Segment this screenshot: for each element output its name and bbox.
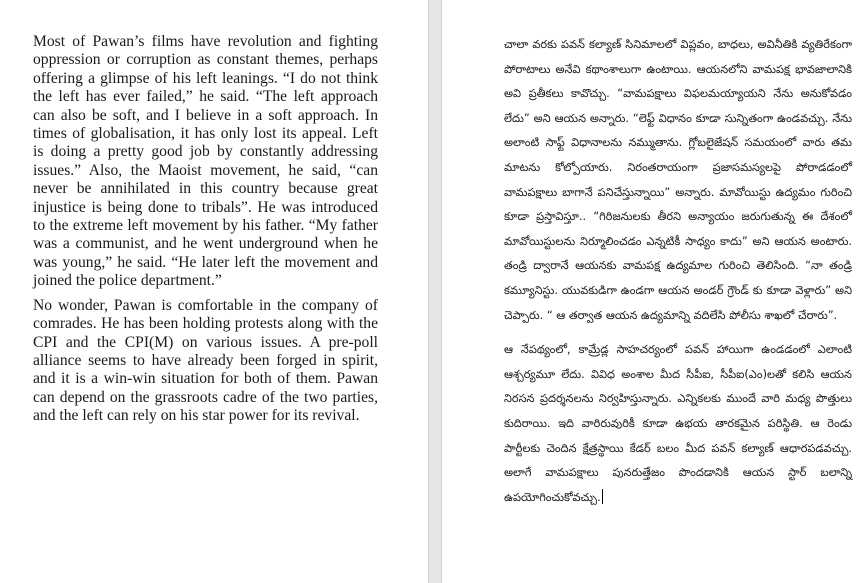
telugu-paragraph-1[interactable]: చాలా వరకు పవన్ కల్యాణ్ సినిమాలలో విప్లవం, బాధలు, అవినీతికి వ్యతిరేకంగా పోరాటాలు అనేవి కథాంశాలుగా ఉంటాయి. ఆయనలోని వామపక్ష భావజాలానికి అవి ప్రతీకలు కావొచ్చు. “వామపక్షాలు విఫలమయ్యాయని నేను అనుకోవడం లేదు” అని ఆయన అన్నారు. “లెఫ్ట్ విధానం కూడా సున్నితంగా ఉండవచ్చు. నేను అలాంటి సాఫ్ట్ విధానాలను నమ్ముతాను. గ్లోబలైజేషన్ సమయంలో వారు తమ మాటను కోల్పోయారు. నిరంతరాయంగా ప్రజాసమస్యలపై పోరాడడంలో వామపక్షాలు బాగానే పనిచేస్తున్నాయి” అన్నారు. మావోయిస్టు ఉద్యమం గురించి కూడా ప్రస్తావిస్తూ.. “గిరిజనులకు తీరని అన్యాయం జరుగుతున్న ఈ దేశంలో మావోయిస్టులను నిర్మూలించడం ఎన్నటికీ సాధ్యం కాదు” అని ఆయన అంటారు. తండ్రి ద్వారానే ఆయనకు వామపక్ష ఉద్యమాల గురించి తెలిసింది. “నా తండ్రి కమ్యూనిస్టు. యువకుడిగా ఉండగా ఆయన అండర్ గ్రౌండ్ కు కూడా వెళ్లారు” అని చెప్పారు. “ ఆ తర్వాత ఆయన ఉద్యమాన్ని వదిలేసి పోలీసు శాఖలో చేరారు”.: [504, 38, 852, 322]
telugu-paragraph-2-text: ఆ నేపథ్యంలో, కామ్రేడ్ల సాహచర్యంలో పవన్ హాయిగా ఉండడంలో ఎలాంటి ఆశ్చర్యమూ లేదు. వివిధ అంశాల మీద సీపీఐ, సీపీఐ(ఎం)లతో కలిసి ఆయన నిరసన ప్రదర్శనలను నిర్వహిస్తున్నారు. ఎన్నికలకు ముందే వారి మధ్య పొత్తులు కుదిరాయి. ఇది వారిరువురికీ కూడా ఉభయ తారకమైన పరిస్థితి. ఆ రెండు పార్టీలకు చెందిన క్షేత్రస్థాయి కేడర్ బలం మీద పవన్ కల్యాణ్ ఆధారపడవచ్చు. అలాగే వామపక్షాలు పునరుత్తేజం పొందడానికి ఆయన స్టార్ బలాన్ని ఉపయోగించుకోవచ్చు.: [504, 343, 852, 504]
english-paragraph-2[interactable]: No wonder, Pawan is comfortable in the company of comrades. He has been holding protests along with the CPI and the CPI(M) on various issues. A pre-poll alliance seems to have already been forged in spirit, and it is a win-win situation for both of them. Pawan can depend on the grassroots cadre of the two parties, and the left can rely on his star power for its revival.: [33, 296, 378, 425]
page-gutter: [428, 0, 442, 583]
english-paragraph-1[interactable]: Most of Pawan’s films have revolution and fighting oppression or corruption as constant themes, perhaps offering a glimpse of his left leanings. “I do not think the left has ever failed,” he said. “The left approach can also be soft, and I believe in a soft approach. In times of globalisation, it has only lost its appeal. Left is doing a pretty good job by constantly addressing issues.” Also, the Maoist movement, he said, “can never be annihilated in this country because great injustice is being done to tribals”. He was introduced to the extreme left movement by his father. “My father was a communist, and he went underground when he was young,” he said. “He later left the movement and joined the police department.”: [33, 33, 378, 290]
right-page: [442, 0, 861, 583]
english-text-block[interactable]: [33, 33, 378, 432]
text-cursor: [602, 489, 603, 504]
left-page: [0, 0, 428, 583]
telugu-paragraph-2[interactable]: [504, 338, 852, 510]
telugu-text-block[interactable]: [504, 33, 852, 520]
